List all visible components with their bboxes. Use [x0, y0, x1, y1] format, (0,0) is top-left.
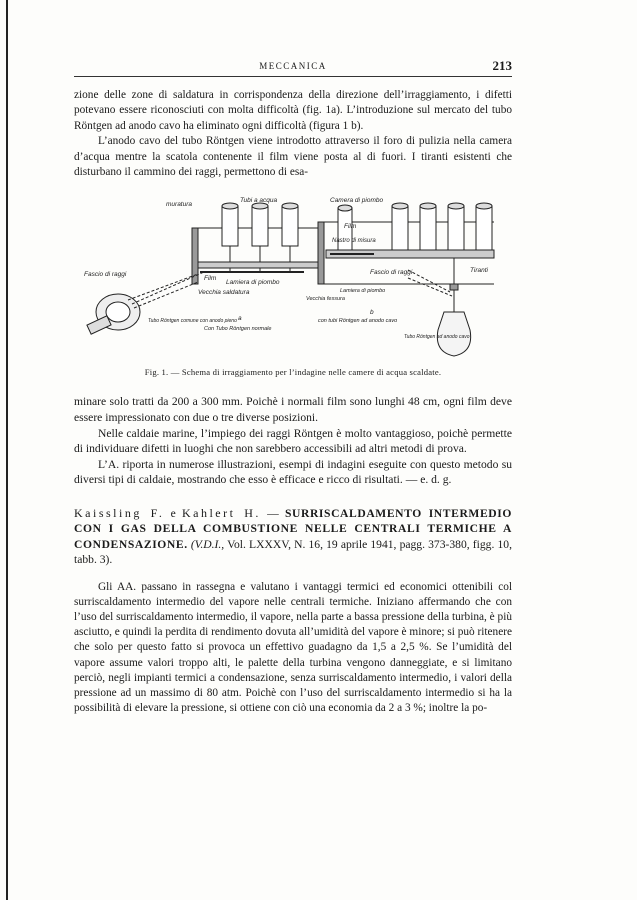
label-vecchia-fessura: Vecchia fessura	[306, 296, 345, 303]
label-fascio-raggi-a: Fascio di raggi	[84, 271, 127, 279]
paragraph-3: minare solo tratti da 200 a 300 mm. Poichè i normali film sono lunghi 48 cm, ogni film deve essere impressionato con due o tre diverse posizioni.	[74, 395, 512, 425]
label-camera-piombo: Camera di piombo	[330, 197, 384, 205]
label-sub-a-desc: Con Tubo Röntgen normale	[204, 326, 272, 333]
label-vecchia-saldatura: Vecchia saldatura	[198, 289, 250, 297]
label-tubo-b: Tubo Röntgen ad anodo cavo	[404, 334, 470, 341]
author-2: Kahlert H.	[181, 506, 261, 520]
author-conjunction: e	[170, 507, 176, 520]
reference-details: Vol. LXXXV, N. 16, 19 aprile 1941, pagg. 373-380, figg. 10, tabb. 3).	[74, 537, 512, 567]
paragraph-5: L’A. riporta in numerose illustrazioni, esempi di indagini eseguite con questo metodo su diversi tipi di caldaie, mostrando che esso è efficace e ricco di risultati. — e. d. g.	[74, 457, 512, 487]
author-1: Kaissling F.	[74, 506, 165, 520]
running-header	[74, 56, 512, 77]
paragraph-1: zione delle zone di saldatura in corrispondenza della direzione dell’irraggiamento, i difetti potevano essere riconosciuti con molta difficoltà (fig. 1a). L’introduzione sul mercato del tubo Röntgen ad anodo cavo ha eliminato ogni difficoltà (figura 1 b).	[74, 89, 512, 132]
paragraph-6: Gli AA. passano in rassegna e valutano i vantaggi termici ed economici ottenibili col surriscaldamento intermedio del vapore nelle centrali termiche. Iniziano affermando che con l’uso del surriscaldamento intermedio, il vapore, nella parte a bassa pressione della turbina, è più asciutto, e quindi la perdita di rendimento dovuta all’umidità del vapore è minore; si può ritenere che solo per questo fatto si provoca un effettivo guadagno da 1,5 a 2,5 %. Se l’umidità del vapore assume valori troppo alti, le palette della turbina vengono danneggiate, e si limitano perciò, negli impianti termici a condensazione, senza surriscaldamento intermedio, i valori della pressione ad un massimo di 80 atm. Poichè con l’uso del surriscaldamento intermedio si ha la possibilità di elevare la pressione, si ottiene con ciò una economia da 2 a 3 %; inoltre la po-	[74, 580, 512, 715]
label-sub-b-desc: con tubi Röntgen ad anodo cavo	[318, 318, 398, 325]
label-lamiera-b: Lamiera di piombo	[340, 288, 386, 295]
label-tubi-acqua: Tubi a acqua	[240, 197, 278, 205]
paragraph-4: Nelle caldaie marine, l’impiego dei raggi Röntgen è molto vantaggioso, poichè permette di individuare difetti in luoghi che non sarebbero accessibili ad altri metodi di prova.	[74, 426, 512, 456]
reference-dash: —	[267, 507, 279, 520]
journal-name: (V.D.I.,	[190, 537, 225, 551]
label-sub-b: b	[370, 309, 374, 317]
label-sub-a: a	[238, 315, 242, 323]
page-number: 213	[492, 58, 512, 73]
bibliographic-reference	[74, 506, 512, 568]
figure-1	[74, 192, 512, 380]
section-title: MECCANICA	[259, 61, 327, 71]
label-lamiera-piombo: Lamiera di piombo	[226, 279, 280, 287]
label-film-a: Film	[204, 275, 217, 283]
figure-caption: Fig. 1. — Schema di irraggiamento per l’indagine nelle camere di acqua scaldate.	[144, 367, 442, 378]
label-tiranti: Tiranti	[470, 267, 489, 275]
label-tubo-a: Tubo Röntgen comune con anodo pieno	[148, 318, 237, 325]
article-title: SURRISCALDAMENTO INTERMEDIO CON I GAS DELLA COMBUSTIONE NELLE CENTRALI TERMICHE A CONDENSAZIONE.	[74, 507, 513, 551]
label-fascio-raggi-b: Fascio di raggi	[370, 269, 413, 277]
label-film-b: Film	[344, 223, 357, 231]
paragraph-2: L’anodo cavo del tubo Röntgen viene introdotto attraverso il foro di pulizia nella camera d’acqua mentre la scatola contenente il film viene posta al di fuori. I tiranti esistenti che disturbano il cammino dei raggi, permettono di esa-	[74, 135, 512, 179]
figure-1-diagram	[74, 192, 512, 364]
page-binding-edge	[6, 0, 8, 900]
label-muratura: muratura	[166, 201, 193, 209]
diagram-a	[87, 203, 322, 334]
label-nastro-misura: Nastro di misura	[332, 238, 376, 245]
page-content	[74, 56, 512, 716]
